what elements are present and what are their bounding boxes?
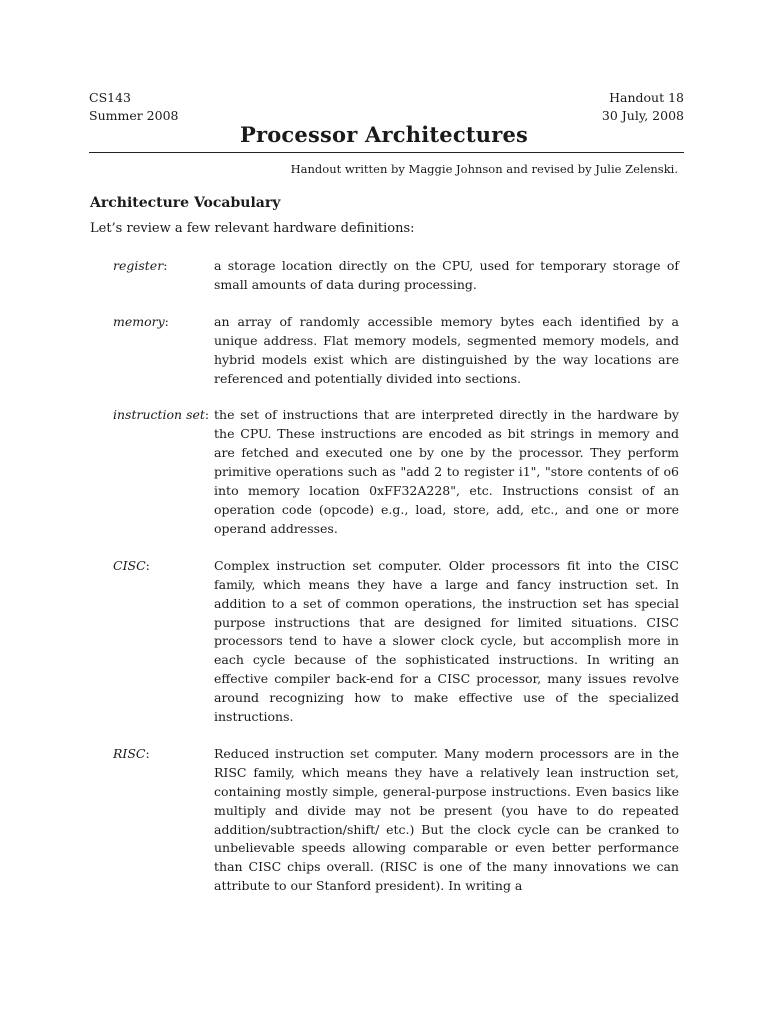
section-heading: Architecture Vocabulary [90,195,281,211]
definition-memory [0,313,768,389]
handout-number: Handout 18 [609,90,684,105]
definition-text: Reduced instruction set computer. Many modern processors are in the RISC family, which means they have a relatively lean instruction set, containing mostly simple, general-purpose instructions. Even basics like multiply and divide may not be present (you have to do repeated addition/subtraction/shift/ etc.) But the clock cycle can be cranked to unbelievable speeds allowing comparable or even better performance than CISC chips overall. (RISC is one of the many innovations we can attribute to our Stanford president). In writing a [214,745,679,894]
title-divider [89,152,684,153]
header-right [602,89,684,125]
definition-term: memory: [113,313,169,329]
header-left [89,89,178,125]
handout-date: 30 July, 2008 [601,108,684,123]
course-term: Summer 2008 [89,108,179,123]
course-code: CS143 [89,90,131,105]
definition-text: a storage location directly on the CPU, used for temporary storage of small amounts of data during processing. [214,258,679,292]
section-intro: Let’s review a few relevant hardware definitions: [90,221,415,236]
document-title: Processor Architectures [239,122,529,147]
definition-risc [0,745,768,896]
definition-text: Complex instruction set computer. Older processors fit into the CISC family, which means they have a large and fancy instruction set. In addition to a set of common operations, the instruction set has special purpose instructions that are designed for limited situations. CISC processors tend to have a slower clock cycle, but accomplish more in each cycle because of the sophisticated instructions. In writing an effective compiler back-end for a CISC processor, many issues revolve around recognizing how to make effective use of the specialized instructions. [214,557,679,725]
definition-text: the set of instructions that are interpreted directly in the hardware by the CPU. These instructions are encoded as bit strings in memory and are fetched and executed one by one by the processor. They perform primitive operations such as "add 2 to register i1", "store contents of o6 into memory location 0xFF32A228", etc. Instructions consist of an operation code (opcode) e.g., load, store, add, etc., and one or more operand addresses. [214,407,679,536]
definition-term: CISC: [113,557,150,573]
definition-term: instruction set: [113,407,210,423]
definition-register [0,257,768,295]
byline: Handout written by Maggie Johnson and revised by Julie Zelenski. [290,162,678,176]
definition-cisc [0,557,768,727]
definition-text: an array of randomly accessible memory bytes each identified by a unique address. Flat memory models, segmented memory models, and hybrid models exist which are distinguished by the way locations are referenced and potentially divided into sections. [214,313,679,386]
definition-instruction-set [0,406,768,538]
definition-term: RISC: [113,745,150,761]
definition-term: register: [113,258,168,273]
definition-list [0,257,768,914]
